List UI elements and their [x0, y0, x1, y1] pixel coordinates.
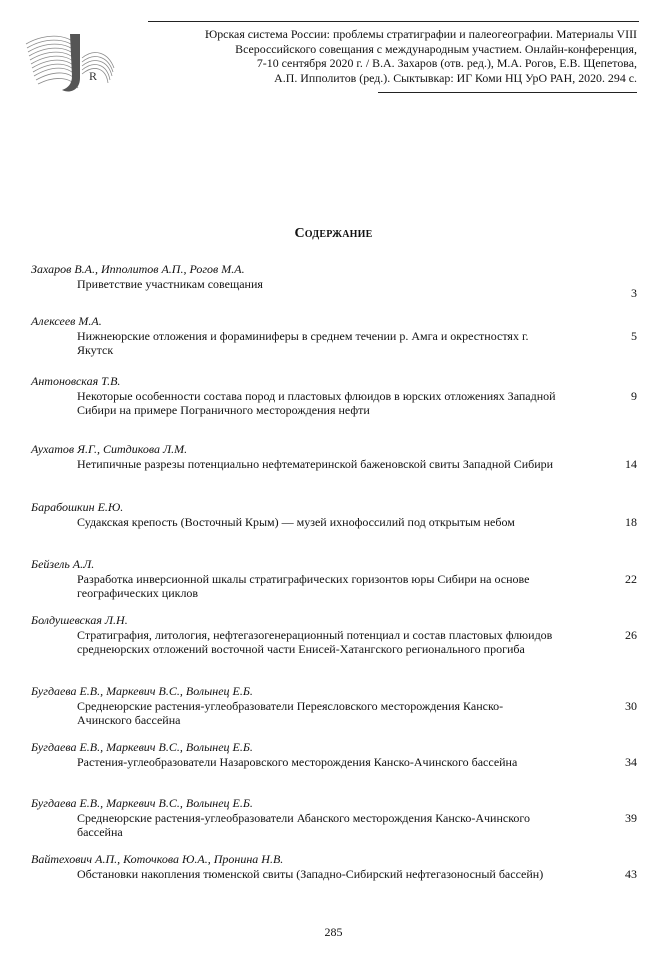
entry-title: Среднеюрские растения-углеобразователи Абанского месторождения Канско-Ачинского бассейна: [77, 811, 531, 840]
entry-page: 30: [625, 699, 637, 713]
entry-page: 5: [631, 329, 637, 343]
entry-title: Приветствие участникам совещания: [77, 277, 263, 291]
entry-page: 26: [625, 628, 637, 642]
toc-entry[interactable]: [31, 796, 639, 840]
toc-entry[interactable]: [31, 442, 639, 471]
entry-authors: Бейзель А.Л.: [31, 557, 95, 571]
jurassic-logo-icon: [22, 28, 118, 98]
entry-page: 3: [631, 286, 637, 300]
entry-authors: Захаров В.А., Ипполитов А.П., Рогов М.А.: [31, 262, 245, 276]
entry-title: Некоторые особенности состава пород и пластовых флюидов в юрских отложениях Западной Сибири на примере Пограничного месторождения нефти: [77, 389, 556, 418]
entry-title: Стратиграфия, литология, нефтегазогенерационный потенциал и состав пластовых флюидов среднеюрских отложений восточной части Енисей-Хатангского регионального прогиба: [77, 628, 553, 657]
entry-page: 34: [625, 755, 637, 769]
citation-line-2: Всероссийского совещания с международным участием. Онлайн-конференция,: [235, 41, 637, 56]
entry-title: Нетипичные разрезы потенциально нефтематеринской баженовской свиты Западной Сибири: [77, 457, 554, 471]
entry-page: 39: [625, 811, 637, 825]
citation-line-4: А.П. Ипполитов (ред.). Сыктывкар: ИГ Коми НЦ УрО РАН, 2020. 294 с.: [274, 70, 637, 85]
entry-title: Растения-углеобразователи Назаровского месторождения Канско-Ачинского бассейна: [77, 755, 518, 769]
entry-authors: Бугдаева Е.В., Маркевич В.С., Волынец Е.Б.: [31, 684, 253, 698]
entry-authors: Алексеев М.А.: [31, 314, 102, 328]
toc-entry[interactable]: [31, 557, 639, 601]
entry-page: 14: [625, 457, 637, 471]
toc-entry[interactable]: [31, 374, 639, 418]
entry-authors: Болдушевская Л.Н.: [31, 613, 128, 627]
entry-authors: Вайтехович А.П., Коточкова Ю.А., Пронина Н.В.: [31, 852, 284, 866]
citation-header: [140, 27, 637, 85]
entry-title: Судакская крепость (Восточный Крым) — музей ихнофоссилий под открытым небом: [77, 515, 515, 529]
entry-authors: Барабошкин Е.Ю.: [31, 500, 124, 514]
toc-entry[interactable]: [31, 262, 639, 300]
entry-title: Обстановки накопления тюменской свиты (Западно-Сибирский нефтегазоносный бассейн): [77, 867, 544, 881]
entry-title: Разработка инверсионной шкалы стратиграфических горизонтов юры Сибири на основе географических циклов: [77, 572, 530, 601]
entry-page: 18: [625, 515, 637, 529]
entry-title: Среднеюрские растения-углеобразователи Переясловского месторождения Канско-Ачинского бассейна: [77, 699, 504, 728]
toc-entry[interactable]: [31, 740, 639, 769]
entry-page: 22: [625, 572, 637, 586]
citation-line-1: Юрская система России: проблемы стратиграфии и палеогеографии. Материалы VIII: [205, 27, 637, 41]
toc-entry[interactable]: [31, 684, 639, 728]
toc-entry[interactable]: [31, 852, 639, 881]
entry-authors: Аухатов Я.Г., Ситдикова Л.М.: [31, 442, 188, 456]
header-rule-bottom: [378, 92, 637, 93]
entry-title: Нижнеюрские отложения и фораминиферы в среднем течении р. Амга и окрестностях г. Якутск: [77, 329, 529, 358]
entry-page: 43: [625, 867, 637, 881]
citation-line-3: 7-10 сентября 2020 г. / В.А. Захаров (отв. ред.), М.А. Рогов, Е.В. Щепетова,: [256, 56, 637, 71]
logo-letter-r: R: [89, 69, 98, 83]
page-number: 285: [324, 925, 343, 939]
toc-entry[interactable]: [31, 613, 639, 657]
contents-title: Содержание: [294, 226, 373, 241]
header-rule-top: [148, 21, 639, 22]
entry-authors: Антоновская Т.В.: [31, 374, 121, 388]
entry-authors: Бугдаева Е.В., Маркевич В.С., Волынец Е.Б.: [31, 796, 253, 810]
toc-entry[interactable]: [31, 314, 639, 358]
entry-authors: Бугдаева Е.В., Маркевич В.С., Волынец Е.Б.: [31, 740, 253, 754]
entry-page: 9: [631, 389, 637, 403]
toc-entry[interactable]: [31, 500, 639, 529]
